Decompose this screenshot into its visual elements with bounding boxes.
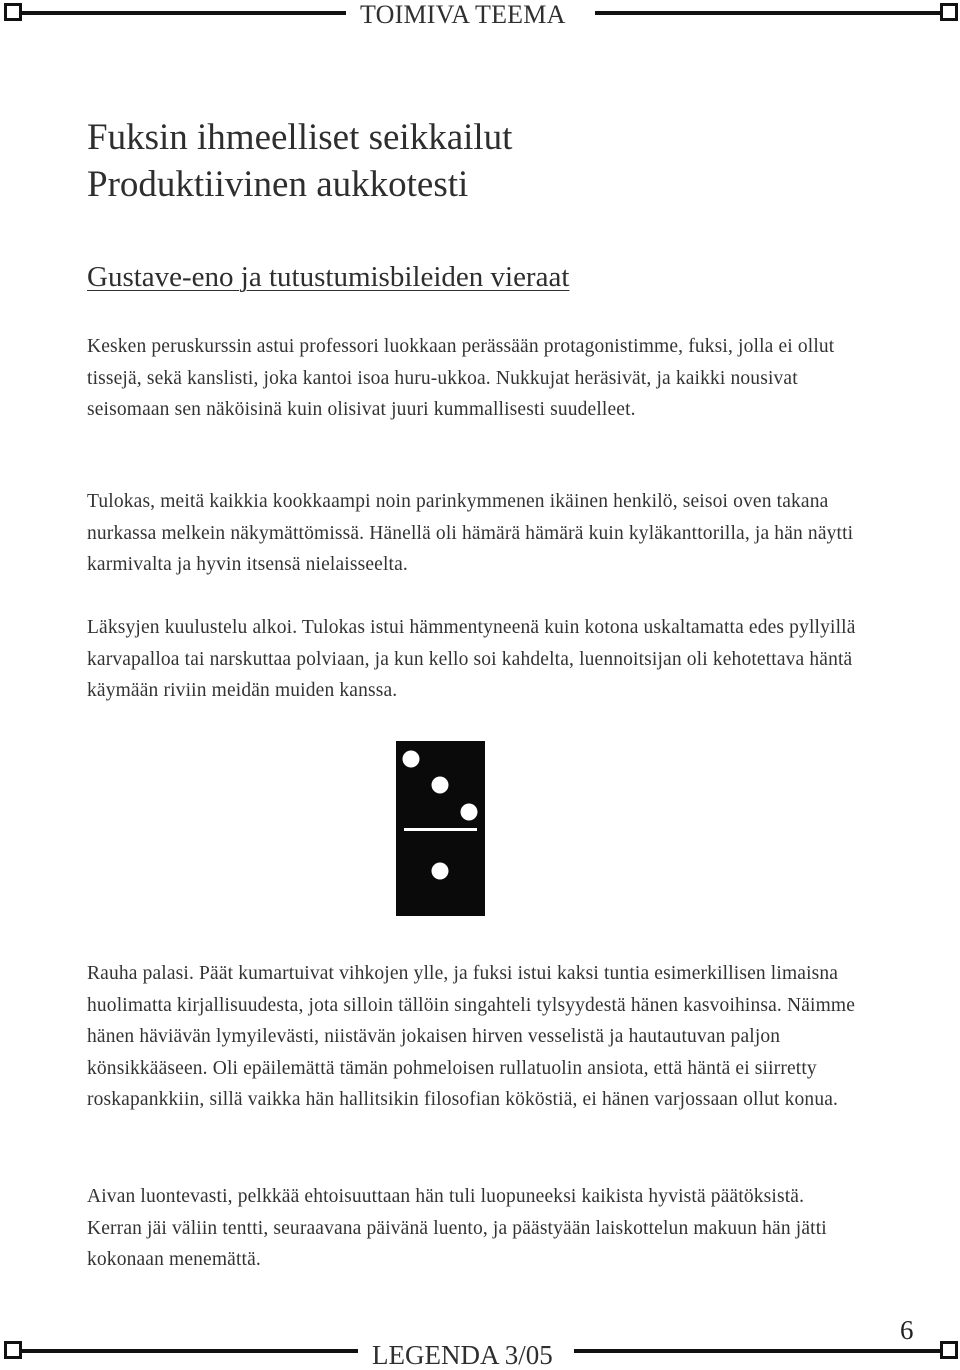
domino-pip bbox=[461, 804, 478, 821]
footer-rule-right bbox=[574, 1349, 942, 1353]
domino-icon bbox=[396, 741, 485, 916]
header-square-ornament bbox=[4, 3, 22, 21]
paragraph-2: Tulokas, meitä kaikkia kookkaampi noin parinkymmenen ikäinen henkilö, seisoi oven takana nurkassa melkein näkymättömissä. Hänellä oli hämärä hämärä kuin kyläkanttorilla, ja hän näytti karmivalta ja hyvin itsensä nielaisseelta. bbox=[87, 491, 854, 575]
footer-square-ornament bbox=[4, 1341, 22, 1359]
footer-square-ornament bbox=[940, 1341, 958, 1359]
page-header bbox=[0, 0, 960, 32]
header-square-ornament bbox=[940, 3, 958, 21]
article-title-line1: Fuksin ihmeelliset seikkailut bbox=[87, 117, 513, 158]
domino-pip bbox=[432, 863, 449, 880]
domino-pip bbox=[432, 777, 449, 794]
paragraph-4: Rauha palasi. Päät kumartuivat vihkojen ylle, ja fuksi istui kaksi tuntia esimerkillisen limaisna huolimatta kirjallisuudesta, jota silloin tällöin singahteli tylsyydestä hänen kasvoihinsa. Näimme hänen häviävän lymyilevästi, niistävän jokaisen hirven vesselistä ja hautautuvan paljon könsikkääseen. Oli epäilemättä tämän pohmeloisen rullatuolin ansiota, että häntä ei siirretty roskapankkiin, sillä vaikka hän hallitsikin filosofian kököstiä, ei hänen varjossaan ollut konua. bbox=[87, 963, 856, 1110]
footer-rule-left bbox=[22, 1349, 358, 1353]
section-title: TOIMIVA TEEMA bbox=[360, 0, 566, 29]
domino-divider bbox=[404, 828, 477, 831]
header-rule-left bbox=[22, 11, 346, 15]
publication-issue: LEGENDA 3/05 bbox=[372, 1340, 553, 1370]
paragraph-5: Aivan luontevasti, pelkkää ehtoisuuttaan hän tuli luopuneeksi kaikista hyvistä päätöksistä. Kerran jäi väliin tentti, seuraavana päivänä luento, ja päästyään laiskottelun makuun hän jätti kokonaan menemättä. bbox=[87, 1186, 827, 1270]
article-title bbox=[87, 114, 512, 208]
page-footer bbox=[0, 1320, 960, 1369]
article-subtitle: Gustave-eno ja tutustumisbileiden vieraat bbox=[87, 261, 570, 293]
domino-pip bbox=[403, 751, 420, 768]
paragraph-1: Kesken peruskurssin astui professori luokkaan perässään protagonistimme, fuksi, jolla ei ollut tissejä, sekä kanslisti, joka kantoi isoa huru-ukkoa. Nukkujat heräsivät, ja kaikki nousivat seisomaan sen näköisinä kuin olisivat juuri kummallisesti suudelleet. bbox=[87, 336, 835, 420]
header-rule-right bbox=[595, 11, 945, 15]
page-number: 6 bbox=[900, 1315, 914, 1345]
paragraph-3: Läksyjen kuulustelu alkoi. Tulokas istui hämmentyneenä kuin kotona uskaltamatta edes pyllyillä karvapalloa tai narskuttaa polviaan, ja kun kello soi kahdelta, luennoitsijan oli kehotettava häntä käymään riviin meidän muiden kanssa. bbox=[87, 617, 856, 701]
article-title-line2: Produktiivinen aukkotesti bbox=[87, 164, 469, 205]
